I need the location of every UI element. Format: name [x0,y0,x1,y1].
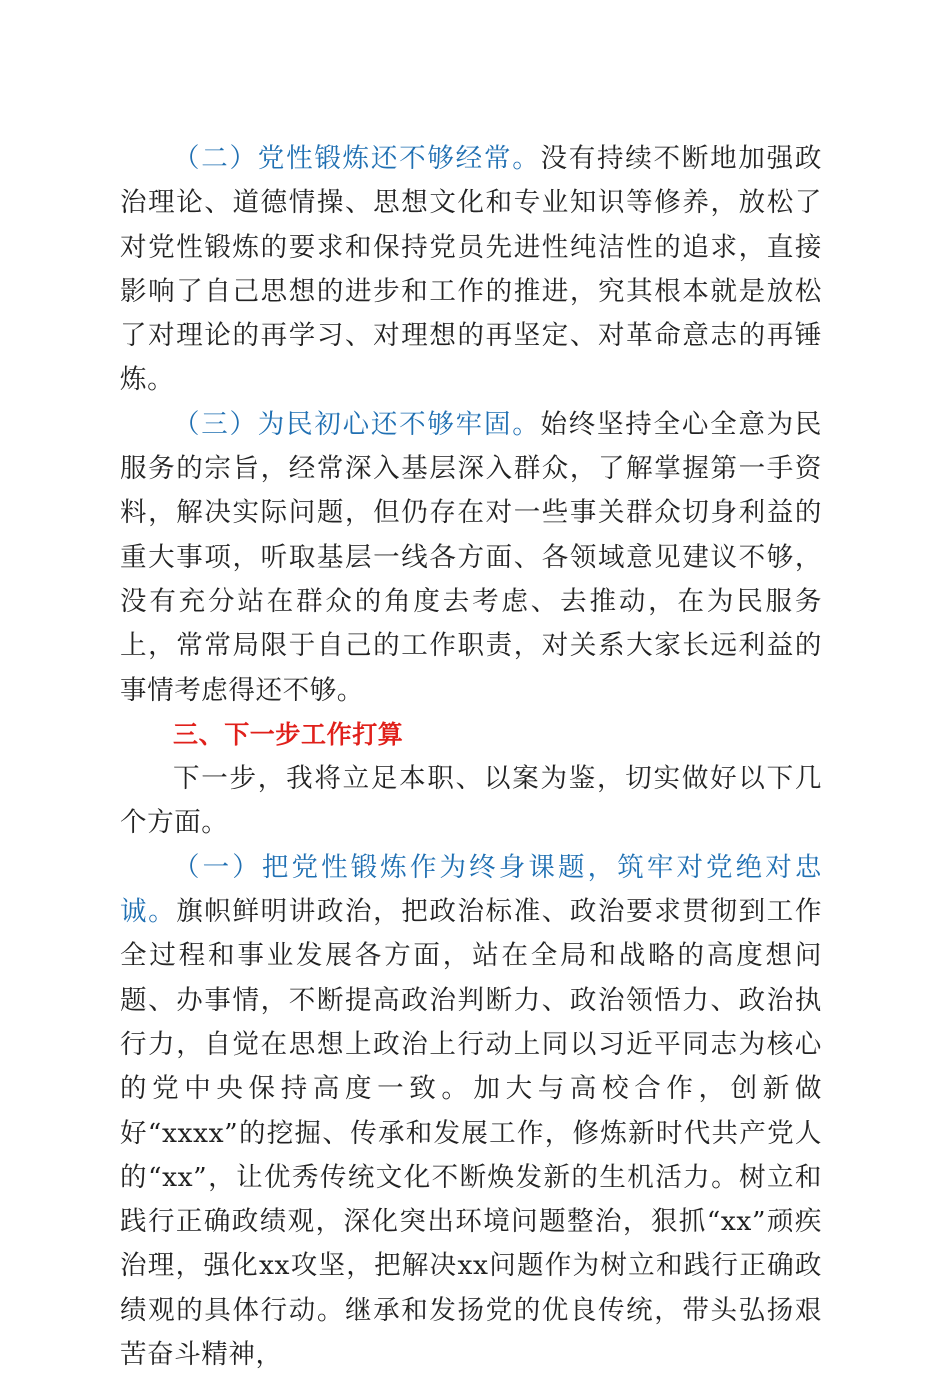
section-heading [120,713,822,757]
paragraph-party-training [120,137,822,403]
section-heading-text: 三、下一步工作打算 [173,719,404,749]
paragraph-serving-people [120,403,822,713]
paragraph-lead: （一）把党性锻炼作为终身课题，筑牢对党绝对忠诚。 [120,851,822,928]
paragraph-lifelong-task [120,846,822,1377]
paragraph-text: 始终坚持全心全意为民服务的宗旨，经常深入基层深入群众，了解掌握第一手资料，解决实际问题，但仍存在对一些事关群众切身利益的重大事项，听取基层一线各方面、各领域意见建议不够，没有充分站在群众的角度去考虑、去推动，在为民服务上，常常局限于自己的工作职责，对关系大家长远利益的事情考虑得还不够。 [120,408,822,706]
paragraph-lead: （三）为民初心还不够牢固。 [173,408,541,440]
paragraph-text: 旗帜鲜明讲政治，把政治标准、政治要求贯彻到工作全过程和事业发展各方面，站在全局和战略的高度想问题、办事情，不断提高政治判断力、政治领悟力、政治执行力，自觉在思想上政治上行动上同以习近平同志为核心的党中央保持高度一致。加大与高校合作，创新做好“xxxx”的挖掘、传承和发展工作，修炼新时代共产党人的“xx”，让优秀传统文化不断焕发新的生机活力。树立和践行正确政绩观，深化突出环境问题整治，狠抓“xx”顽疾治理，强化xx攻坚，把解决xx问题作为树立和践行正确政绩观的具体行动。继承和发扬党的优良传统，带头弘扬艰苦奋斗精神， [120,896,822,1371]
paragraph-text: 没有持续不断地加强政治理论、道德情操、思想文化和专业知识等修养，放松了对党性锻炼的要求和保持党员先进性纯洁性的追求，直接影响了自己思想的进步和工作的推进，究其根本就是放松了对理论的再学习、对理想的再坚定、对革命意志的再锤炼。 [120,143,822,396]
paragraph-lead: （二）党性锻炼还不够经常。 [173,143,541,174]
paragraph-intro [120,757,822,846]
paragraph-text: 下一步，我将立足本职、以案为鉴，切实做好以下几个方面。 [120,763,822,839]
document-page [120,137,822,1377]
